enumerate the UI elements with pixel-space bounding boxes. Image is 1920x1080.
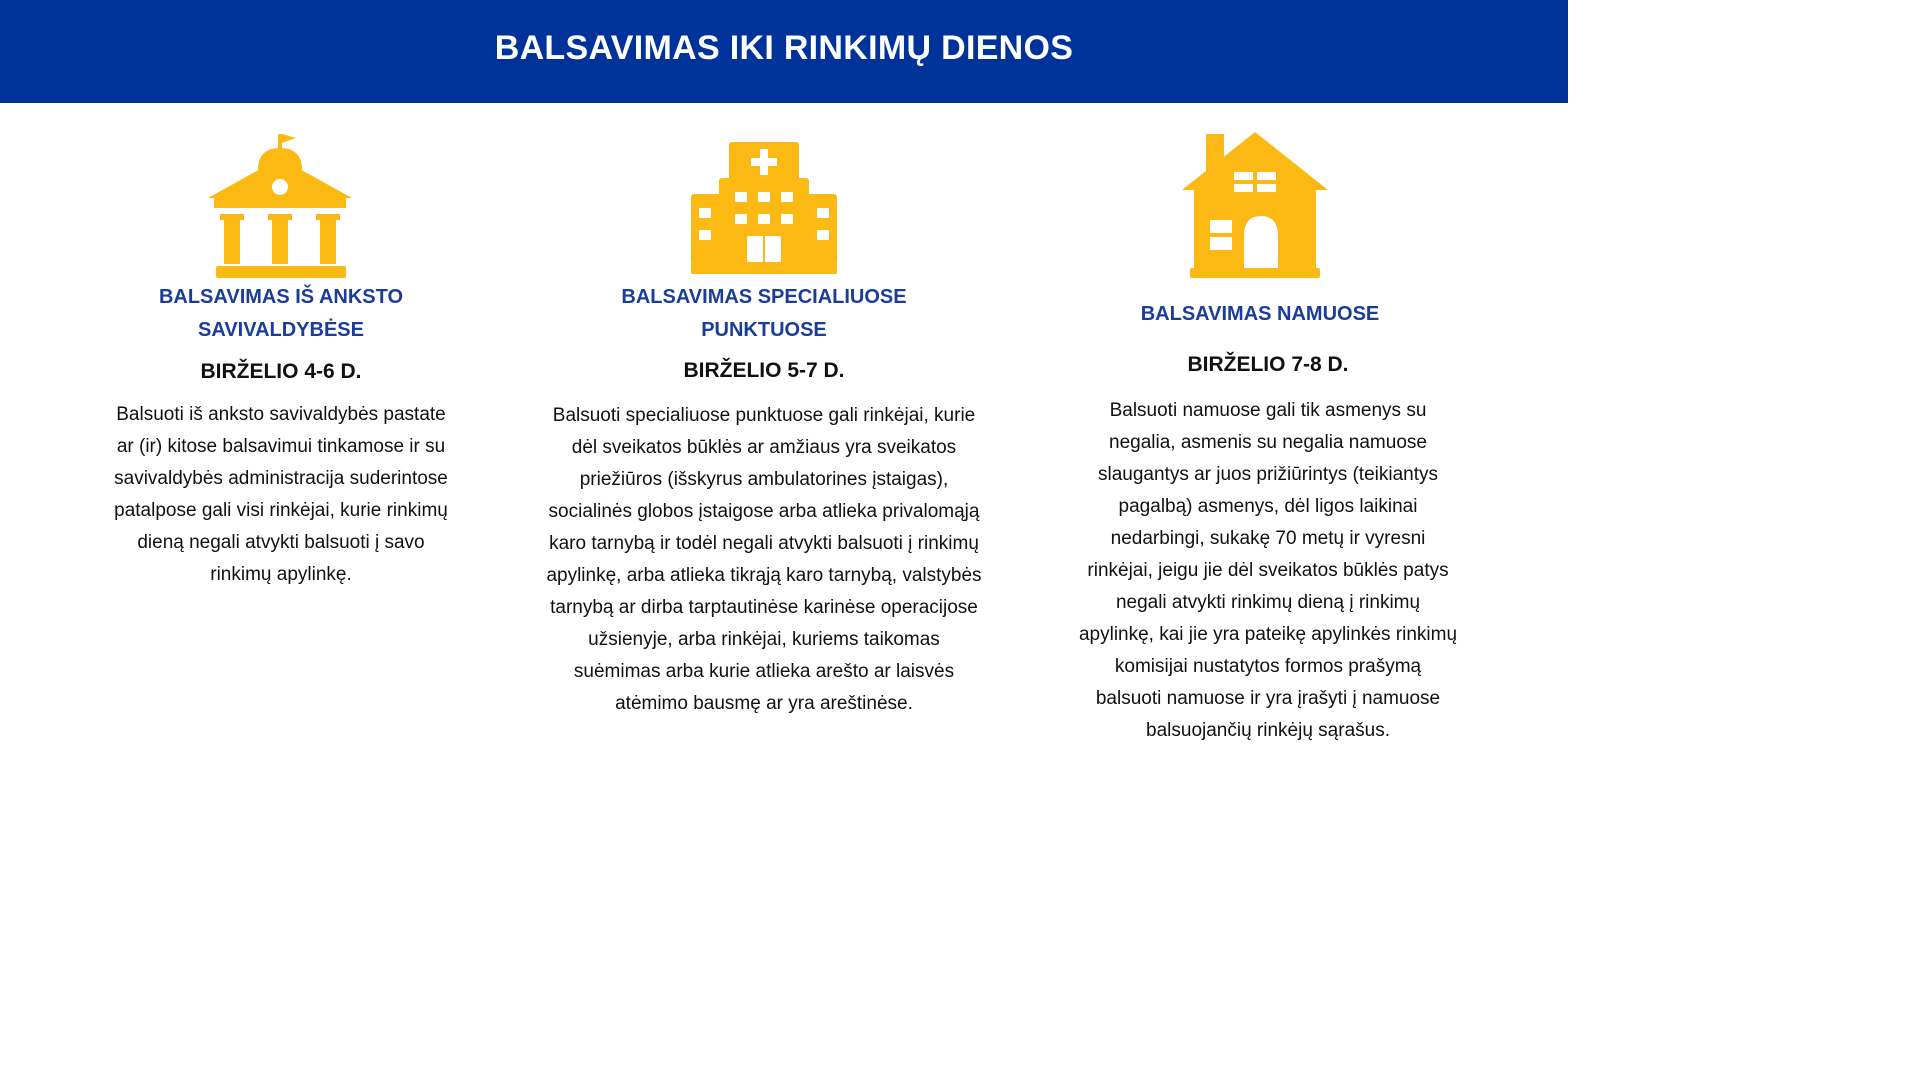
text-line: apylinkę, arba atlieka tikrąją karo tarnybą, valstybės [546,565,982,586]
text-line: rinkėjai, jeigu jie dėl sveikatos būklės patys [1087,560,1449,581]
text-line: pagalbą) asmenys, dėl ligos laikinai [1118,496,1418,517]
house-icon [1182,132,1328,280]
text-line: atėmimo bausmę ar yra areštinėse. [615,693,913,714]
heading-line: SAVIVALDYBĖSE [198,319,364,341]
date-label: BIRŽELIO 5-7 D. [683,359,845,382]
text-line: suėmimas arba kurie atlieka arešto ar laisvės [573,661,955,682]
text-line: priežiūros (išskyrus ambulatorines įstaigas), [579,469,949,490]
text-line: negali atvykti rinkimų dieną į rinkimų [1115,592,1421,613]
text-line: negalia, asmenis su negalia namuose [1109,432,1427,453]
heading-line: BALSAVIMAS IŠ ANKSTO [158,286,404,308]
page-title: BALSAVIMAS IKI RINKIMŲ DIENOS [494,29,1074,67]
municipality-building-icon [206,132,354,280]
date-label: BIRŽELIO 7-8 D. [1187,353,1349,376]
heading-line: BALSAVIMAS SPECIALIUOSE [621,286,907,308]
text-line: Balsuoti specialiuose punktuose gali rinkėjai, kurie [552,405,976,426]
text-line: balsuojančių rinkėjų sąrašus. [1146,720,1390,741]
text-line: dėl sveikatos būklės ar amžiaus yra sveikatos [571,437,957,458]
text-line: nedarbingi, sukakę 70 metų ir vyresni [1110,528,1426,549]
text-line: tarnybą ar dirba tarptautinėse karinėse operacijose [550,597,978,618]
text-line: rinkimų apylinkę. [210,564,352,585]
text-line: užsienyje, arba rinkėjai, kuriems taikomas [588,629,940,650]
text-line: Balsuoti iš anksto savivaldybės pastate [116,404,446,425]
description-text [56,399,506,591]
text-line: apylinkę, kai jie yra pateikę apylinkės rinkimų [1078,624,1458,645]
text-line: slaugantys ar juos prižiūrintys (teikiantys [1097,464,1439,485]
text-line: karo tarnybą ir todėl negali atvykti balsuoti į rinkimų [549,533,979,554]
text-line: balsuoti namuose ir yra įrašyti į namuose [1095,688,1441,709]
header-banner [0,0,1568,103]
description-text [499,400,1029,720]
heading-line: BALSAVIMAS NAMUOSE [1140,303,1380,325]
text-line: socialinės globos įstaigose arba atlieka privalomąją [548,501,980,522]
text-line: savivaldybės administracija suderintose [114,468,448,489]
text-line: Balsuoti namuose gali tik asmenys su [1109,400,1427,421]
text-line: dieną negali atvykti balsuoti į savo [137,532,425,553]
description-text [1033,395,1503,747]
text-line: patalpose gali visi rinkėjai, kurie rinkimų [114,500,448,521]
hospital-icon [689,140,839,276]
text-line: komisijai nustatytos formos prašymą [1114,656,1422,677]
text-line: ar (ir) kitose balsavimui tinkamose ir su [116,436,446,457]
date-label: BIRŽELIO 4-6 D. [200,360,362,383]
heading-line: PUNKTUOSE [701,319,827,341]
